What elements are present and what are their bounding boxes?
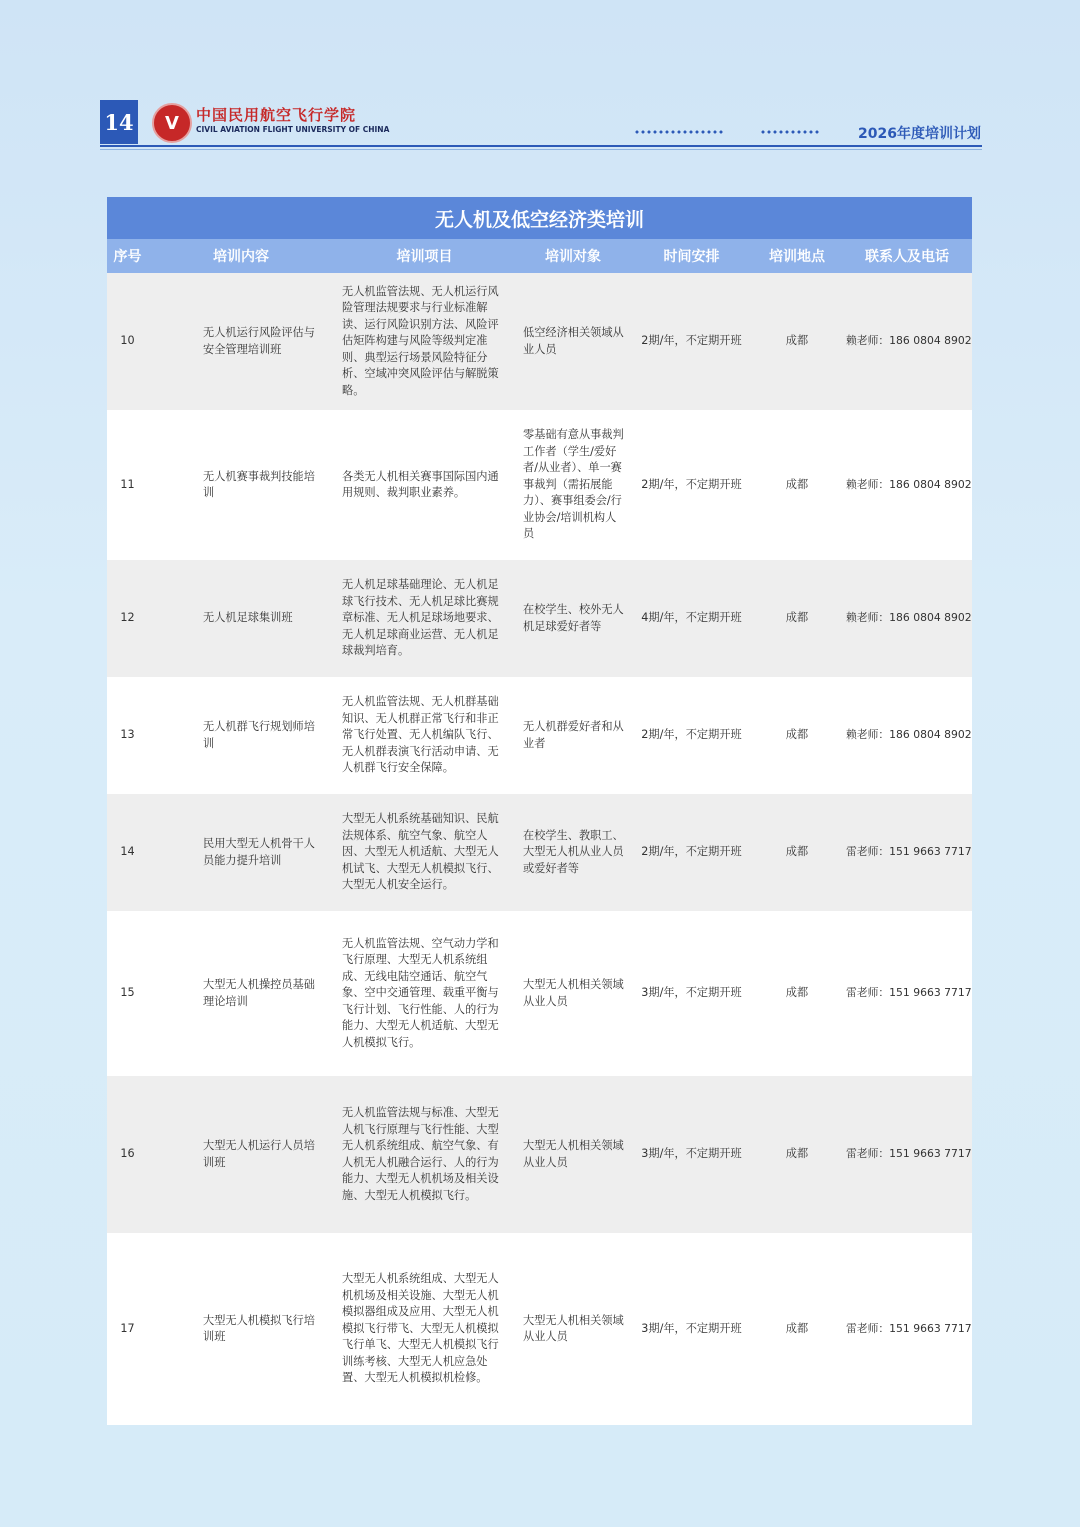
cell-no: 10	[107, 273, 148, 410]
cell-place: 成都	[752, 794, 842, 911]
column-header-contact: 联系人及电话	[842, 239, 972, 273]
table-row	[107, 273, 972, 410]
cell-no: 11	[107, 410, 148, 560]
cell-no: 16	[107, 1076, 148, 1233]
table-row	[107, 560, 972, 677]
cell-place: 成都	[752, 1233, 842, 1425]
cell-time: 3期/年，不定期开班	[631, 1076, 752, 1233]
cell-place: 成都	[752, 1076, 842, 1233]
cell-project: 无人机监管法规与标准、大型无人机飞行原理与飞行性能、大型无人机系统组成、航空气象、有人机无人机融合运行、人的行为能力、大型无人机机场及相关设施、大型无人机模拟飞行。	[334, 1076, 515, 1233]
cell-content: 无人机足球集训班	[148, 560, 334, 677]
cell-project: 各类无人机相关赛事国际国内通用规则、裁判职业素养。	[334, 410, 515, 560]
cell-project: 无人机监管法规、无人机运行风险管理法规要求与行业标准解读、运行风险识别方法、风险评估矩阵构建与风险等级判定准则、典型运行场景风险特征分析、空域冲突风险评估与解脱策略。	[334, 273, 515, 410]
school-logo-icon: V	[152, 103, 192, 143]
decorative-dots	[634, 130, 724, 134]
table-header-row	[107, 239, 972, 273]
cell-target: 在校学生、校外无人机足球爱好者等	[515, 560, 631, 677]
training-table	[107, 197, 972, 1425]
header-divider	[100, 145, 982, 147]
cell-project: 无人机监管法规、空气动力学和飞行原理、大型无人机系统组成、无线电陆空通话、航空气象、空中交通管理、载重平衡与飞行计划、飞行性能、人的行为能力、大型无人机适航、大型无人机模拟飞行。	[334, 911, 515, 1076]
decorative-dots	[760, 130, 820, 134]
cell-project: 无人机足球基础理论、无人机足球飞行技术、无人机足球比赛规章标准、无人机足球场地要求、无人机足球商业运营、无人机足球裁判培育。	[334, 560, 515, 677]
cell-contact: 雷老师：151 9663 7717	[842, 911, 972, 1076]
table-row	[107, 1076, 972, 1233]
column-header-content: 培训内容	[148, 239, 334, 273]
school-name-en: CIVIL AVIATION FLIGHT UNIVERSITY OF CHINA	[196, 125, 390, 134]
cell-contact: 雷老师：151 9663 7717	[842, 1233, 972, 1425]
column-header-project: 培训项目	[334, 239, 515, 273]
table-row	[107, 677, 972, 794]
cell-content: 无人机赛事裁判技能培训	[148, 410, 334, 560]
cell-no: 14	[107, 794, 148, 911]
cell-project: 大型无人机系统基础知识、民航法规体系、航空气象、航空人因、大型无人机适航、大型无人机试飞、大型无人机模拟飞行、大型无人机安全运行。	[334, 794, 515, 911]
cell-content: 大型无人机操控员基础理论培训	[148, 911, 334, 1076]
cell-no: 15	[107, 911, 148, 1076]
cell-contact: 雷老师：151 9663 7717	[842, 1076, 972, 1233]
cell-project: 无人机监管法规、无人机群基础知识、无人机群正常飞行和非正常飞行处置、无人机编队飞行、无人机群表演飞行活动申请、无人机群飞行安全保障。	[334, 677, 515, 794]
table-row	[107, 410, 972, 560]
cell-project: 大型无人机系统组成、大型无人机机场及相关设施、大型无人机模拟器组成及应用、大型无人机模拟飞行带飞、大型无人机模拟飞行单飞、大型无人机模拟飞行训练考核、大型无人机应急处置、大型无人机模拟机检修。	[334, 1233, 515, 1425]
cell-time: 2期/年，不定期开班	[631, 410, 752, 560]
cell-place: 成都	[752, 677, 842, 794]
cell-contact: 赖老师：186 0804 8902	[842, 410, 972, 560]
cell-place: 成都	[752, 911, 842, 1076]
cell-content: 大型无人机模拟飞行培训班	[148, 1233, 334, 1425]
cell-contact: 赖老师：186 0804 8902	[842, 273, 972, 410]
cell-time: 3期/年，不定期开班	[631, 911, 752, 1076]
training-grid	[107, 239, 972, 1425]
cell-target: 大型无人机相关领域从业人员	[515, 1233, 631, 1425]
cell-target: 大型无人机相关领域从业人员	[515, 911, 631, 1076]
cell-content: 无人机群飞行规划师培训	[148, 677, 334, 794]
cell-target: 零基础有意从事裁判工作者（学生/爱好者/从业者）、单一赛事裁判（需拓展能力）、赛事组委会/行业协会/培训机构人员	[515, 410, 631, 560]
table-row	[107, 794, 972, 911]
cell-time: 4期/年，不定期开班	[631, 560, 752, 677]
cell-time: 2期/年，不定期开班	[631, 677, 752, 794]
cell-contact: 赖老师：186 0804 8902	[842, 560, 972, 677]
cell-time: 2期/年，不定期开班	[631, 273, 752, 410]
cell-target: 在校学生、教职工、大型无人机从业人员或爱好者等	[515, 794, 631, 911]
header-divider-thin	[100, 149, 982, 150]
column-header-place: 培训地点	[752, 239, 842, 273]
page-number: 14	[100, 100, 138, 144]
cell-no: 12	[107, 560, 148, 677]
table-row	[107, 911, 972, 1076]
plan-title: 2026年度培训计划	[858, 126, 981, 142]
column-header-target: 培训对象	[515, 239, 631, 273]
table-row	[107, 1233, 972, 1425]
cell-contact: 雷老师：151 9663 7717	[842, 794, 972, 911]
cell-target: 低空经济相关领域从业人员	[515, 273, 631, 410]
cell-content: 无人机运行风险评估与安全管理培训班	[148, 273, 334, 410]
cell-no: 13	[107, 677, 148, 794]
cell-no: 17	[107, 1233, 148, 1425]
cell-contact: 赖老师：186 0804 8902	[842, 677, 972, 794]
cell-place: 成都	[752, 560, 842, 677]
school-name-cn: 中国民用航空飞行学院	[196, 106, 357, 124]
cell-time: 3期/年，不定期开班	[631, 1233, 752, 1425]
table-title: 无人机及低空经济类培训	[107, 197, 972, 239]
cell-content: 大型无人机运行人员培训班	[148, 1076, 334, 1233]
column-header-time: 时间安排	[631, 239, 752, 273]
cell-place: 成都	[752, 410, 842, 560]
cell-target: 大型无人机相关领域从业人员	[515, 1076, 631, 1233]
cell-target: 无人机群爱好者和从业者	[515, 677, 631, 794]
cell-time: 2期/年，不定期开班	[631, 794, 752, 911]
page-header	[0, 0, 1080, 160]
cell-content: 民用大型无人机骨干人员能力提升培训	[148, 794, 334, 911]
cell-place: 成都	[752, 273, 842, 410]
column-header-no: 序号	[107, 239, 148, 273]
